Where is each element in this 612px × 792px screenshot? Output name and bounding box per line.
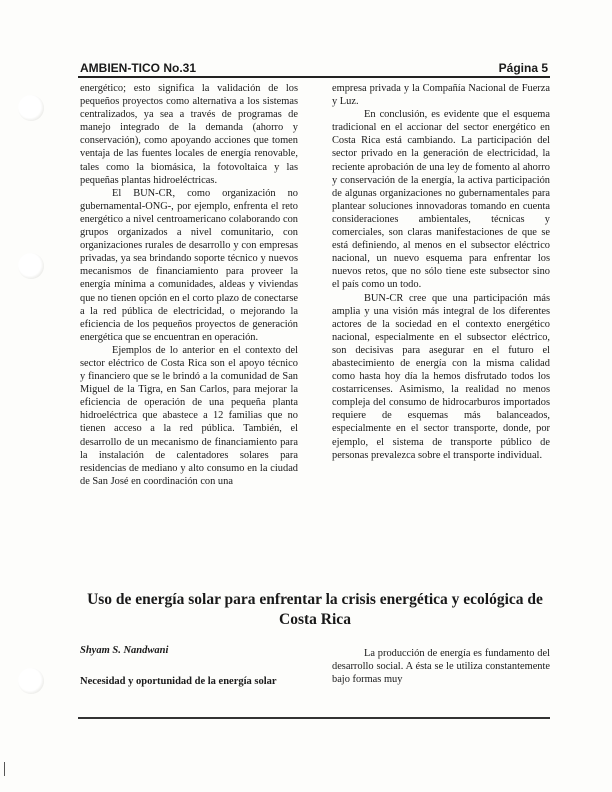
paragraph: energético; esto significa la validación de los pequeños proyectos como alternativa a los sistemas centralizados, ya sea a través de programas de manejo integrado de la demanda (ahorro y conservación), como apoyando acciones que tomen ventaja de las fuentes locales de energía renovable, tales como la biomásica, la fotovoltaica y las pequeñas plantas hidroeléctricas. (80, 83, 298, 186)
binder-hole-icon (18, 668, 44, 694)
paragraph: El BUN-CR, como organización no gubernamental-ONG-, por ejemplo, enfrenta el reto energético a nivel centroamericano colaborando con grupos organizados a nivel comunitario, con organizaciones rurales de desarrollo y con empresas privadas, ya sea brindando soporte técnico y nuevos mecanismos de financiamiento para proveer la energía mínima a comunidades, aldeas y viviendas que no tienen opción en el corto plazo de conectarse a la red pública de electricidad, o mejorando la eficiencia de los pequeños proyectos de generación energética que se encuentran en operación. (80, 187, 298, 343)
header-divider (78, 76, 550, 78)
article-subheading: Necesidad y oportunidad de la energía solar (80, 676, 277, 687)
binder-hole-icon (18, 95, 44, 121)
publication-title: AMBIEN-TICO No.31 (80, 61, 197, 75)
left-column (80, 82, 298, 488)
page-number: Página 5 (498, 61, 548, 75)
binder-hole-icon (18, 253, 44, 279)
article-intro: La producción de energía es fundamento del desarrollo social. A ésta se le utiliza constantemente bajo formas muy (332, 648, 550, 686)
paragraph: Ejemplos de lo anterior en el contexto del sector eléctrico de Costa Rica son el apoyo técnico y financiero que se le brindó a la comunidad de San Miguel de la Tigra, en San Carlos, para mejorar la eficiencia de operación de una pequeña planta hidroeléctrica que abastece a 12 familias que no tienen acceso a la red pública. También, el desarrollo de un mecanismo de financiamiento para la instalación de calentadores solares para residencias de mediano y alto consumo en la ciudad de San José en coordinación con una (80, 344, 298, 487)
paragraph: BUN-CR cree que una participación más amplia y una visión más integral de los diferentes actores de la sociedad en el contexto energético nacional, especialmente en el subsector eléctrico, son decisivas para asegurar en el futuro el abastecimiento de energía con la misma calidad como hasta hoy día la hemos disfrutado todos los costarricenses. Asimismo, la realidad no menos compleja del consumo de hidrocarburos importados requiere de esquemas más balanceados, especialmente en el sector transporte, donde, por ejemplo, el sistema de transporte público de personas prevalezca sobre el transporte individual. (332, 292, 550, 461)
right-column (332, 82, 550, 462)
paragraph: empresa privada y la Compañía Nacional de Fuerza y Luz. (332, 83, 550, 108)
article-title: Uso de energía solar para enfrentar la crisis energética y ecológica de Costa Rica (87, 591, 543, 628)
article-author: Shyam S. Nandwani (80, 645, 169, 656)
scan-edge-mark (4, 762, 5, 776)
footer-divider (78, 717, 550, 719)
page-header (80, 57, 548, 75)
paragraph: En conclusión, es evidente que el esquema tradicional en el accionar del sector energético en Costa Rica está cambiando. La participación del sector privado en la generación de electricidad, la reciente aprobación de una ley de fomento al ahorro y conservación de la energía, la activa participación de algunas organizaciones no gubernamentales para plantear soluciones innovadoras tomando en cuenta consideraciones ambientales, técnicas y comerciales, son claras manifestaciones de que se está definiendo, al menos en el subsector eléctrico nacional, un nuevo esquema para enfrentar los nuevos retos, que no sólo tiene este subsector sino el país como un todo. (332, 109, 550, 291)
